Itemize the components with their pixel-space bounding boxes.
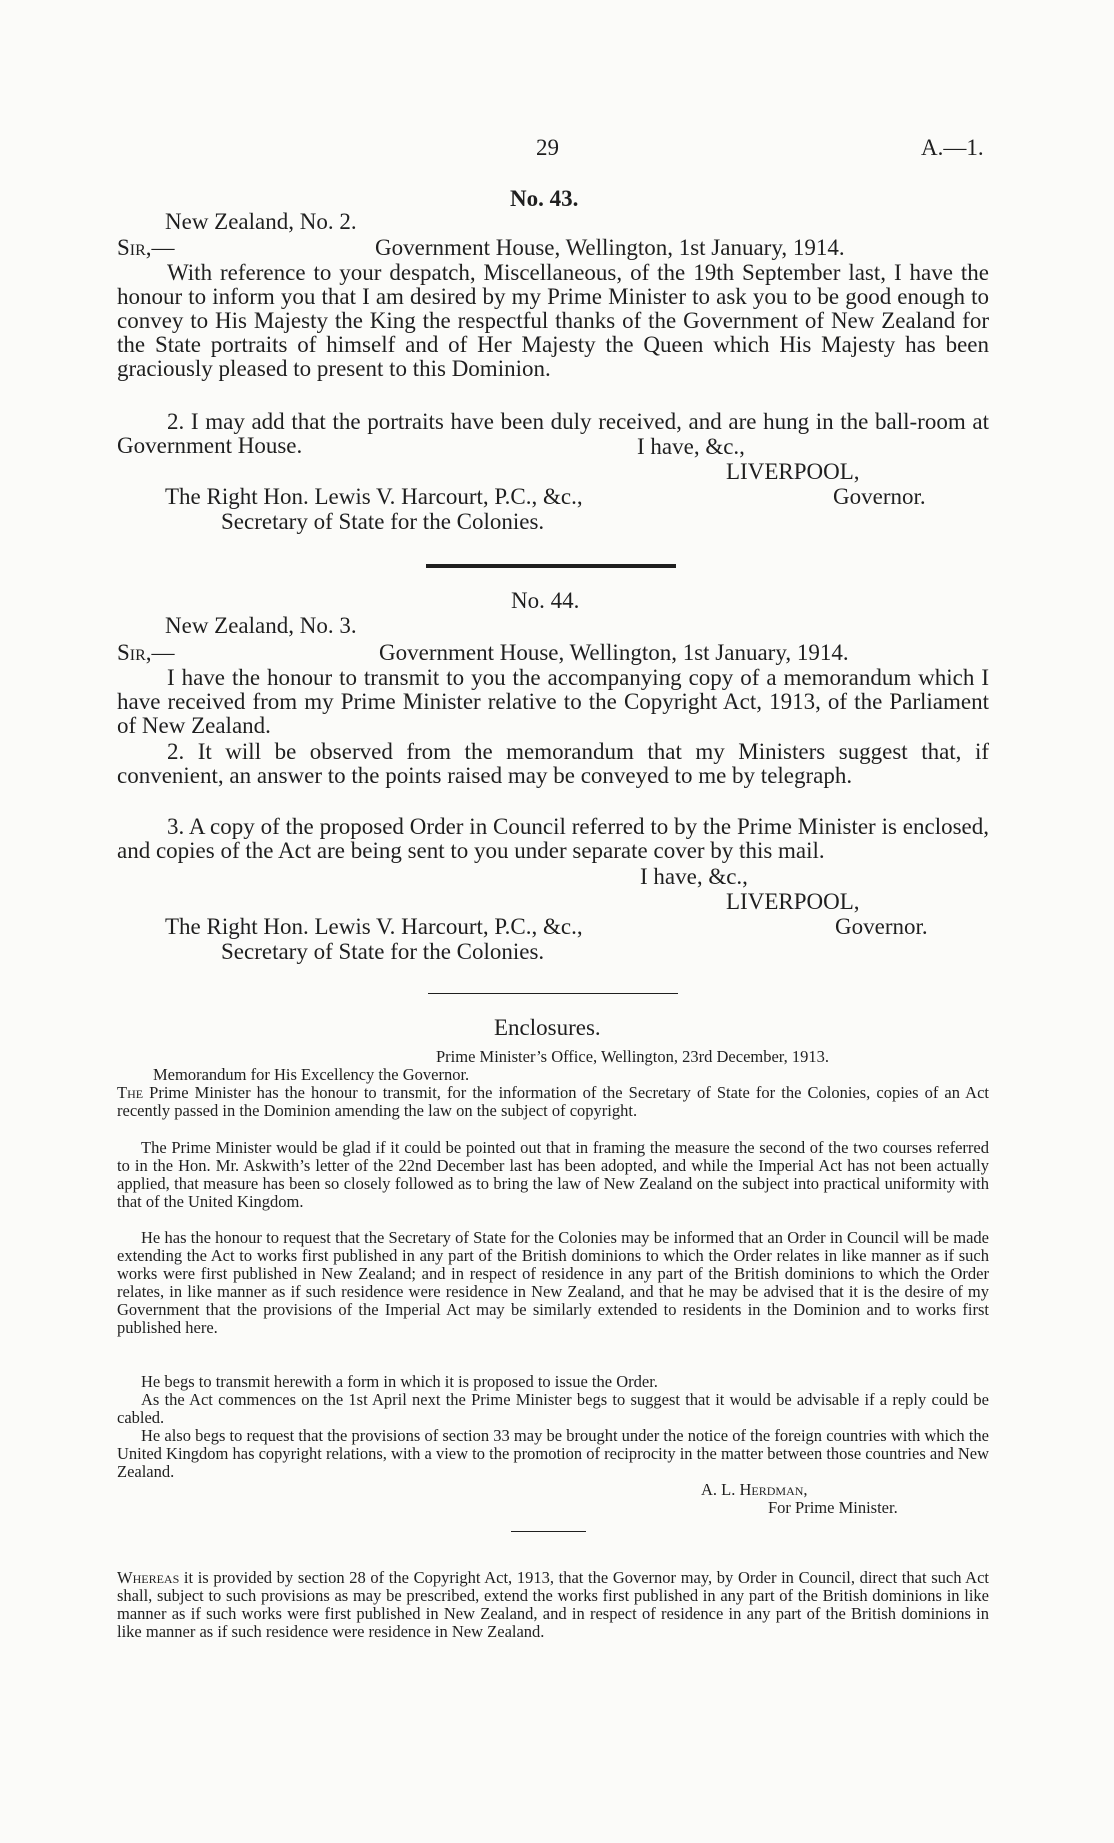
enclosure-paragraph-4: He begs to transmit herewith a form in which it is proposed to issue the Order. xyxy=(141,1372,658,1391)
enclosure-signer-title: For Prime Minister. xyxy=(768,1498,898,1517)
enclosure-memo-title: Memorandum for His Excellency the Governor. xyxy=(153,1065,470,1084)
letter-44-closing: I have, &c., xyxy=(640,864,748,889)
letter-43-recipient-title: Secretary of State for the Colonies. xyxy=(221,509,545,534)
enclosure-signer: A. L. Herdman, xyxy=(701,1480,808,1499)
enclosure-paragraph-1 xyxy=(117,1084,989,1120)
letter-43-paragraph-1: With reference to your despatch, Miscellaneous, of the 19th September last, I have the honour to inform you that I am desired by my Prime Minister to ask you to be good enough to convey to His Majesty the King the respectful thanks of the Government of New Zealand for the State portraits of himself and of Her Majesty the Queen which His Majesty has been graciously pleased to present to this Dominion. xyxy=(117,260,989,381)
enclosures-heading: Enclosures. xyxy=(494,1015,601,1040)
document-reference: A.—1. xyxy=(921,135,984,160)
letter-44-paragraph-1: I have the honour to transmit to you the accompanying copy of a memorandum which I have received from my Prime Minister relative to the Copyright Act, 1913, of the Parliament of New Zealand. xyxy=(117,665,989,738)
letter-43-number: No. 43. xyxy=(510,186,579,211)
order-in-council-text xyxy=(117,1569,989,1641)
letter-43-signature: LIVERPOOL, xyxy=(726,459,860,484)
enclosure-office-date: Prime Minister’s Office, Wellington, 23rd December, 1913. xyxy=(436,1047,830,1066)
letter-43-paragraph-2: 2. I may add that the portraits have been duly received, and are hung in the ball-room at Government House. xyxy=(117,409,989,458)
thin-divider xyxy=(428,993,678,994)
order-body: it is provided by section 28 of the Copyright Act, 1913, that the Governor may, by Order in Council, direct that such Act shall, subject to such provisions as may be prescribed, extend the works first published in any part of the British dominions in like manner as if such works were first published in New Zealand, and in respect of residence in any part of the British dominions in like manner as if such residence were residence in New Zealand. xyxy=(117,1568,990,1641)
letter-44-paragraph-3: 3. A copy of the proposed Order in Council referred to by the Prime Minister is enclosed, and copies of the Act are being sent to you under separate cover by this mail. xyxy=(117,814,989,863)
letter-43-closing: I have, &c., xyxy=(637,434,745,459)
section-divider xyxy=(426,564,676,568)
enclosure-paragraph-6: He also begs to request that the provisions of section 33 may be brought under the notice of the foreign countries with which the United Kingdom has copyright relations, with a view to the promotion of reciprocity in the matter between those countries and New Zealand. xyxy=(117,1426,989,1481)
enclosure-paragraph-1-lead: The xyxy=(117,1083,144,1102)
letter-44-paragraph-2: 2. It will be observed from the memorandum that my Ministers suggest that, if convenient, an answer to the points raised may be conveyed to me by telegraph. xyxy=(117,739,989,788)
letter-43-country-ref: New Zealand, No. 2. xyxy=(165,209,357,234)
letter-43-signature-title: Governor. xyxy=(833,484,926,509)
letter-44-salutation: Sir,— xyxy=(117,640,175,665)
letter-44-country-ref: New Zealand, No. 3. xyxy=(165,613,357,638)
short-divider xyxy=(511,1531,586,1532)
letter-44-recipient: The Right Hon. Lewis V. Harcourt, P.C., &c., xyxy=(165,914,583,939)
letter-43-recipient: The Right Hon. Lewis V. Harcourt, P.C., &c., xyxy=(165,484,583,509)
letter-44-signature: LIVERPOOL, xyxy=(726,889,860,914)
letter-44-signature-title: Governor. xyxy=(835,914,928,939)
enclosure-paragraph-5: As the Act commences on the 1st April next the Prime Minister begs to suggest that it would be advisable if a reply could be cabled. xyxy=(117,1390,989,1427)
page-number: 29 xyxy=(536,135,559,160)
letter-43-address-date: Government House, Wellington, 1st January, 1914. xyxy=(375,235,845,260)
letter-44-number: No. 44. xyxy=(511,588,580,613)
enclosure-paragraph-2: The Prime Minister would be glad if it could be pointed out that in framing the measure the second of the two courses referred to in the Hon. Mr. Askwith’s letter of the 22nd December last has been adopted, and while the Imperial Act has not been actually applied, that measure has been so closely followed as to bring the law of New Zealand on the subject into practical uniformity with that of the United Kingdom. xyxy=(117,1138,989,1211)
order-lead: Whereas xyxy=(117,1568,180,1587)
letter-43-salutation: Sir,— xyxy=(117,235,175,260)
letter-44-recipient-title: Secretary of State for the Colonies. xyxy=(221,939,545,964)
letter-44-address-date: Government House, Wellington, 1st January, 1914. xyxy=(379,640,849,665)
enclosure-paragraph-1-text: Prime Minister has the honour to transmit, for the information of the Secretary of State for the Colonies, copies of an Act recently passed in the Dominion amending the law on the subject of copyright. xyxy=(117,1083,990,1120)
enclosure-paragraph-3: He has the honour to request that the Secretary of State for the Colonies may be informed that an Order in Council will be made extending the Act to works first published in any part of the British dominions to which the Order relates in like manner as if such works were first published in New Zealand; and in respect of residence in any part of the British dominions to which the Order relates, in like manner as if such residence were residence in New Zealand, and that he may be advised that it is the desire of my Government that the provisions of the Imperial Act may be similarly extended to residents in the Dominion and to works first published here. xyxy=(117,1228,989,1337)
